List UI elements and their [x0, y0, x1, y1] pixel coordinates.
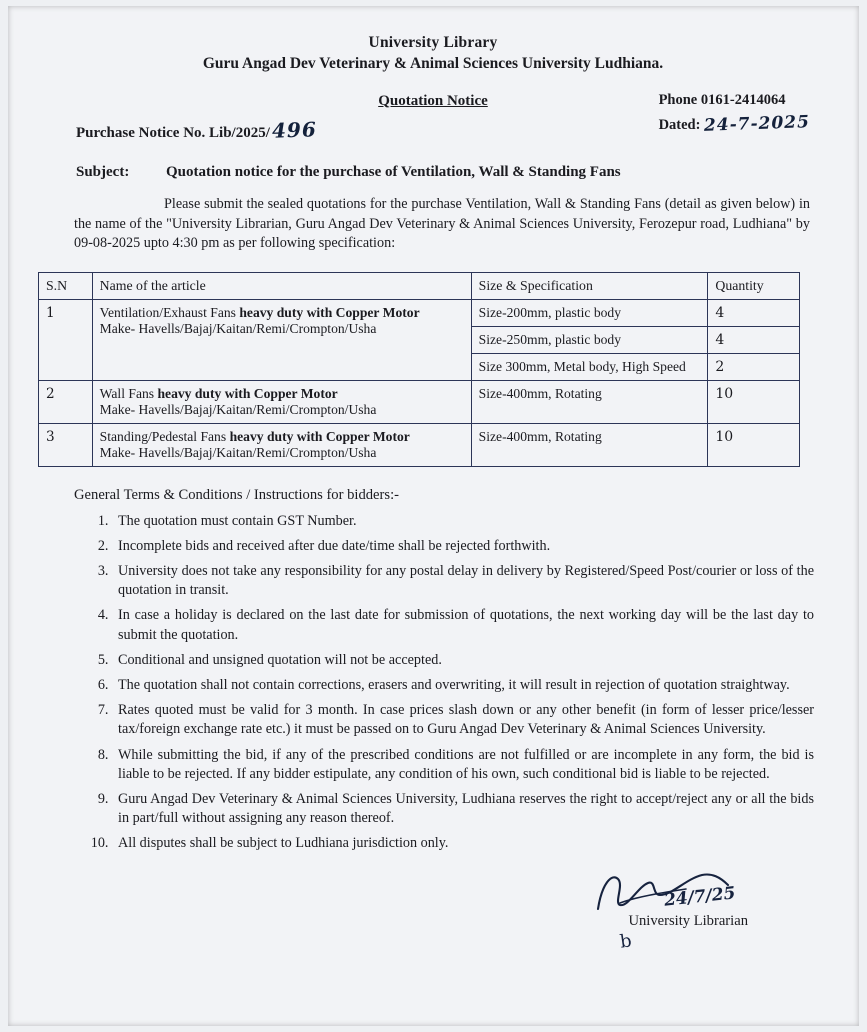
- header-quantity: Quantity: [708, 272, 800, 299]
- dated-label: Dated:: [658, 116, 701, 133]
- row-article: [92, 299, 471, 380]
- quotation-notice-title: Quotation Notice: [378, 93, 488, 109]
- table-row: [39, 423, 800, 466]
- row-sn: 3: [39, 423, 93, 466]
- document-content: [38, 34, 828, 954]
- row-quantity: 10: [708, 380, 800, 423]
- signature-block: [38, 869, 828, 954]
- terms-heading: General Terms & Conditions / Instructions for bidders:-: [74, 486, 399, 503]
- intro-paragraph: [38, 195, 828, 254]
- items-table: [38, 272, 800, 467]
- list-item: 9. Guru Angad Dev Veterinary & Animal Sciences University, Ludhiana reserves the right to accept/reject any or all the bids in part/full without assigning any reason thereof.: [112, 790, 828, 828]
- row-quantity: 4: [708, 299, 800, 326]
- row-quantity: 4: [708, 326, 800, 353]
- row-article: [92, 380, 471, 423]
- article-make: Make- Havells/Bajaj/Kaitan/Remi/Crompton/Usha: [99, 320, 377, 336]
- list-item: 2. Incomplete bids and received after due date/time shall be rejected forthwith.: [112, 537, 828, 556]
- row-quantity: 10: [708, 423, 800, 466]
- row-spec: Size-400mm, Rotating: [471, 380, 708, 423]
- table-row: [39, 380, 800, 423]
- list-item: 1. The quotation must contain GST Number.: [112, 512, 828, 531]
- row-spec: Size-200mm, plastic body: [471, 299, 708, 326]
- terms-list: [38, 512, 828, 854]
- list-item: 7. Rates quoted must be valid for 3 month. In case prices slash down or any other benefit (in form of lesser price/lesser tax/foreign exchange rate etc.) it must be passed on to Guru Angad Dev Veterinary & Animal Sciences University.: [112, 701, 828, 739]
- subject-row: [38, 164, 828, 181]
- purchase-notice-label: Purchase Notice No. Lib/2025/: [76, 125, 270, 141]
- purchase-notice-number-handwritten: 496: [271, 117, 318, 143]
- list-item: 5. Conditional and unsigned quotation will not be accepted.: [112, 651, 828, 670]
- row-sn: 2: [39, 380, 93, 423]
- signature-initial-mark: b: [619, 930, 634, 954]
- header-spec: Size & Specification: [471, 272, 708, 299]
- dated-value-handwritten: 24-7-2025: [703, 111, 811, 136]
- article-name-bold: heavy duty with Copper Motor: [157, 385, 338, 401]
- intro-text: Please submit the sealed quotations for the purchase Ventilation, Wall & Standing Fans (detail as given below) in the name of the "University Librarian, Guru Angad Dev Veterinary & Animal Sciences University, Ferozepur road, Ludhiana" by 09-08-2025 upto 4:30 pm as per following specification:: [74, 196, 810, 252]
- signature-date-handwritten: 24/7/25: [663, 883, 737, 912]
- signature-label: University Librarian: [628, 913, 748, 930]
- row-spec: Size-400mm, Rotating: [471, 423, 708, 466]
- row-quantity: 2: [708, 353, 800, 380]
- row-spec: Size-250mm, plastic body: [471, 326, 708, 353]
- subject-label: Subject:: [76, 164, 130, 180]
- article-make: Make- Havells/Bajaj/Kaitan/Remi/Crompton/Usha: [99, 401, 377, 417]
- contact-block: [659, 90, 810, 137]
- header-sn: S.N: [39, 272, 93, 299]
- list-item: 4. In case a holiday is declared on the last date for submission of quotations, the next working day will be the last day to submit the quotation.: [112, 606, 828, 644]
- row-spec: Size 300mm, Metal body, High Speed: [471, 353, 708, 380]
- paper-sheet: [8, 6, 859, 1026]
- article-make: Make- Havells/Bajaj/Kaitan/Remi/Crompton/Usha: [99, 444, 377, 460]
- article-name-plain: Standing/Pedestal Fans: [99, 428, 230, 444]
- list-item: 3. University does not take any responsibility for any postal delay in delivery by Registered/Speed Post/courier or loss of the quotation in transit.: [112, 562, 828, 600]
- article-name-plain: Ventilation/Exhaust Fans: [99, 304, 240, 320]
- organization-line-1: University Library: [368, 34, 498, 51]
- row-sn: 1: [39, 299, 93, 380]
- row-article: [92, 423, 471, 466]
- article-name-plain: Wall Fans: [99, 385, 158, 401]
- organization-line-2: Guru Angad Dev Veterinary & Animal Sciences University Ludhiana.: [202, 55, 664, 72]
- article-name-bold: heavy duty with Copper Motor: [229, 428, 410, 444]
- table-header-row: [39, 272, 800, 299]
- list-item: 10. All disputes shall be subject to Ludhiana jurisdiction only.: [112, 834, 828, 853]
- list-item: 8. While submitting the bid, if any of the prescribed conditions are not fulfilled or are incomplete in any form, the bid is liable to be rejected. If any bidder estipulate, any condition of his own, such conditional bid is liable to be rejected.: [112, 746, 828, 784]
- table-row: [39, 299, 800, 326]
- header-article: Name of the article: [92, 272, 471, 299]
- dated-row: [659, 112, 810, 138]
- list-item: 6. The quotation shall not contain corrections, erasers and overwriting, it will result in rejection of quotation straightway.: [112, 676, 828, 695]
- article-name-bold: heavy duty with Copper Motor: [239, 304, 420, 320]
- subject-text: Quotation notice for the purchase of Ventilation, Wall & Standing Fans: [166, 164, 621, 180]
- phone-number: Phone 0161-2414064: [658, 92, 786, 108]
